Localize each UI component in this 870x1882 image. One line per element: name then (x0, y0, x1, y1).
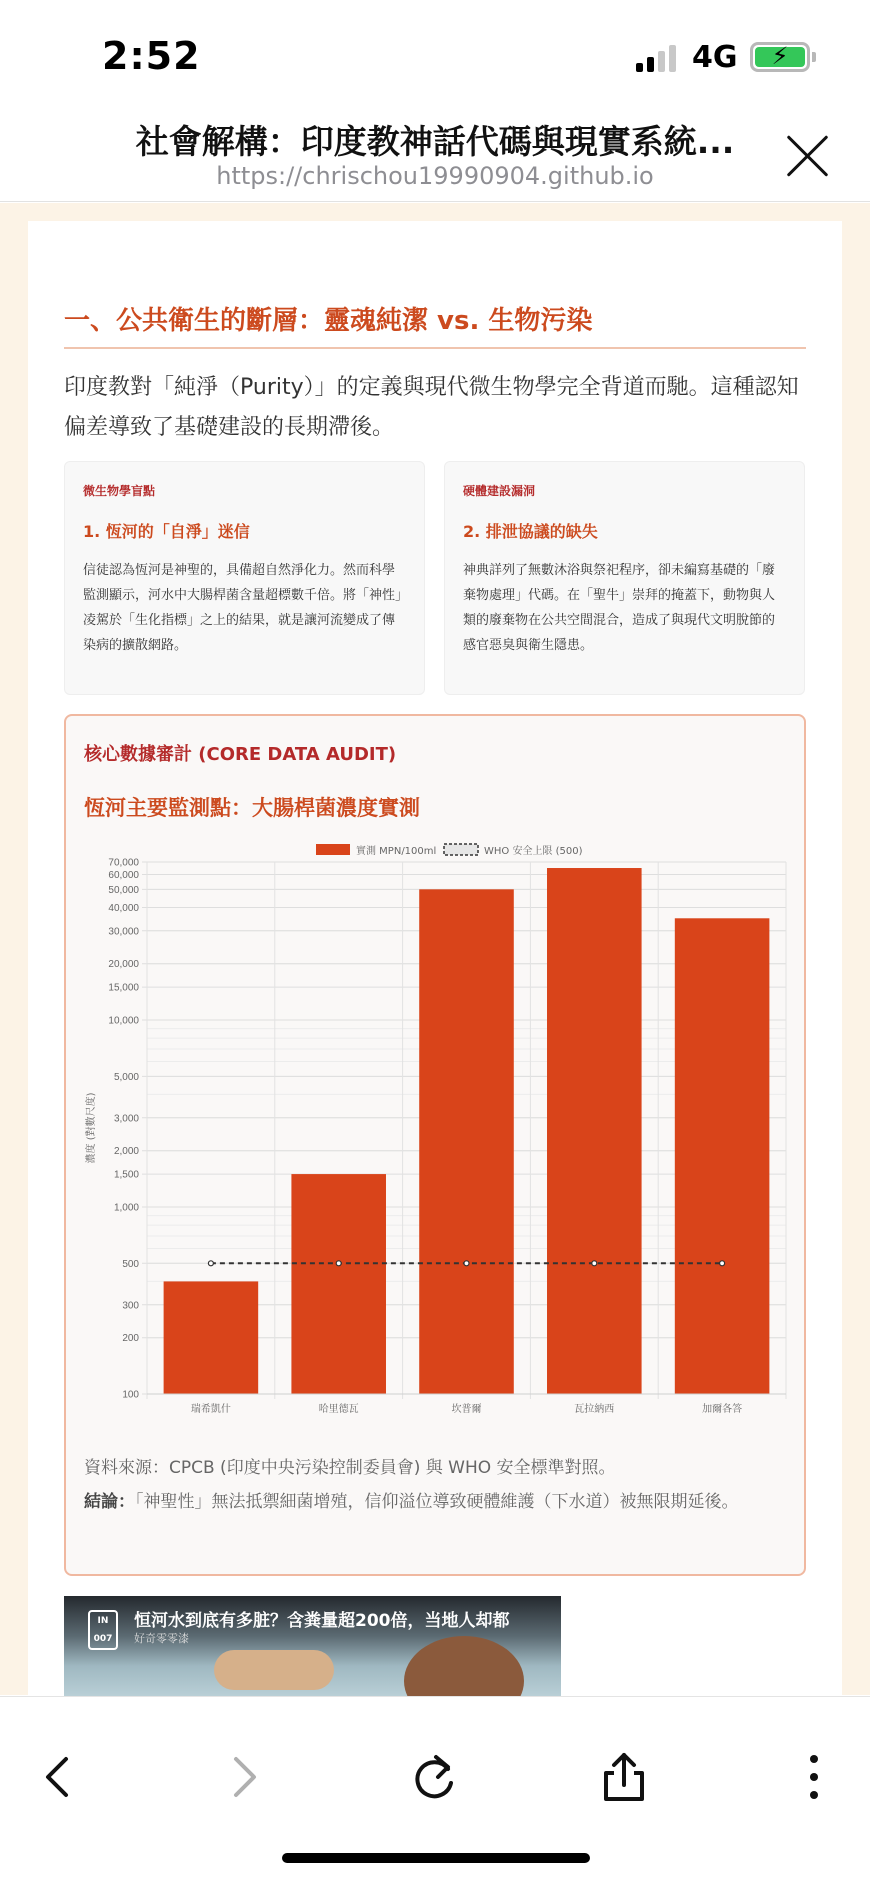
conclusion-label: 結論： (84, 1492, 135, 1512)
bar (291, 1174, 386, 1394)
legend-swatch-measured (316, 844, 350, 855)
who-limit-point (208, 1261, 213, 1266)
status-time: 2:52 (102, 34, 201, 78)
video-thumbnail[interactable] (64, 1596, 561, 1696)
core-data-audit-box (64, 714, 806, 1576)
bar (419, 889, 514, 1394)
data-source-note: 資料來源：CPCB (印度中央污染控制委員會) 與 WHO 安全標準對照。 (84, 1458, 616, 1478)
conclusion-text: 「神聖性」無法抵禦細菌增殖，信仰溢位導致硬體維護（下水道）被無限期延後。 (135, 1492, 739, 1512)
y-tick-label: 3,000 (113, 1113, 139, 1125)
legend-label-who: WHO 安全上限 (500) (484, 846, 583, 857)
y-tick-label: 50,000 (108, 884, 139, 896)
who-limit-point (464, 1261, 469, 1266)
y-tick-label: 100 (122, 1389, 139, 1401)
section-divider (64, 347, 806, 349)
y-tick-label: 10,000 (108, 1015, 139, 1027)
data-audit-kicker: 核心數據審計 (CORE DATA AUDIT) (84, 744, 397, 765)
y-tick-label: 500 (122, 1258, 139, 1270)
conclusion-note (84, 1486, 784, 1519)
reload-icon[interactable] (404, 1747, 464, 1807)
chevron-left-icon[interactable] (28, 1747, 88, 1807)
who-limit-point (592, 1261, 597, 1266)
y-tick-label: 1,500 (113, 1169, 139, 1181)
info-card-title: 1. 恆河的「自淨」迷信 (83, 522, 250, 541)
y-tick-label: 2,000 (113, 1146, 139, 1158)
y-tick-label: 20,000 (108, 959, 139, 971)
info-card-infrastructure (444, 461, 805, 695)
chevron-right-icon[interactable] (214, 1747, 274, 1807)
data-audit-title: 恆河主要監測點：大腸桿菌濃度實測 (84, 796, 420, 820)
info-card-microbiology (64, 461, 425, 695)
network-type: 4G (692, 40, 738, 75)
more-vertical-icon[interactable] (784, 1747, 844, 1807)
y-axis-label: 濃度 (對數尺度) (86, 1092, 97, 1164)
page-title: 社會解構：印度教神話代碼與現實系統... (135, 122, 735, 161)
y-tick-label: 70,000 (108, 857, 139, 869)
x-tick-label: 加爾各答 (702, 1404, 743, 1415)
y-tick-label: 60,000 (108, 870, 139, 882)
y-tick-label: 40,000 (108, 902, 139, 914)
y-tick-label: 1,000 (113, 1202, 139, 1214)
bar (164, 1281, 259, 1394)
info-card-body: 神典詳列了無數沐浴與祭祀程序，卻未編寫基礎的「廢棄物處理」代碼。在「聖牛」崇拜的掩蓋下，動物與人類的廢棄物在公共空間混合，造成了與現代文明脫節的感官惡臭與衛生隱患。 (463, 563, 776, 653)
info-card-body: 信徒認為恆河是神聖的，具備超自然淨化力。然而科學監測顯示，河水中大腸桿菌含量超標數千倍。將「神性」凌駕於「生化指標」之上的結果，就是讓河流變成了傳染病的擴散網路。 (83, 563, 402, 653)
info-card-kicker: 硬體建設漏洞 (463, 484, 536, 498)
signal-strength-icon (636, 44, 680, 72)
battery-cap (812, 52, 816, 62)
video-title: 恒河水到底有多脏？含粪量超200倍，当地人却都 (134, 1611, 510, 1631)
battery-charging-icon: ⚡ (750, 42, 810, 72)
video-channel: 好奇零零漆 (134, 1632, 189, 1645)
share-icon[interactable] (594, 1747, 654, 1807)
who-limit-point (336, 1261, 341, 1266)
home-indicator[interactable] (282, 1853, 590, 1863)
y-tick-label: 300 (122, 1300, 139, 1312)
x-tick-label: 哈里德瓦 (318, 1404, 359, 1415)
x-tick-label: 坎普爾 (451, 1404, 482, 1415)
legend-swatch-who (444, 844, 478, 855)
close-icon[interactable] (784, 132, 832, 180)
browser-header (0, 112, 870, 202)
browser-toolbar (0, 1696, 870, 1882)
y-tick-label: 30,000 (108, 926, 139, 938)
bar (675, 918, 770, 1394)
status-bar (0, 0, 870, 112)
y-tick-label: 200 (122, 1333, 139, 1345)
y-tick-label: 15,000 (108, 982, 139, 994)
info-card-kicker: 微生物學盲點 (83, 484, 156, 498)
x-tick-label: 瓦拉納西 (574, 1404, 615, 1415)
section-heading: 一、公共衛生的斷層：靈魂純潔 vs. 生物污染 (64, 306, 593, 336)
legend-label-measured: 實測 MPN/100ml (356, 846, 437, 857)
intro-paragraph: 印度教對「純淨（Purity）」的定義與現代微生物學完全背道而馳。這種認知偏差導致了基礎建設的長期滯後。 (64, 375, 799, 440)
y-tick-label: 5,000 (113, 1071, 139, 1083)
page-url[interactable]: https://chrischou19990904.github.io (216, 162, 654, 190)
x-tick-label: 瑞希凱什 (190, 1404, 231, 1415)
video-bottle (214, 1650, 334, 1690)
bar (547, 868, 642, 1394)
who-limit-point (720, 1261, 725, 1266)
info-card-title: 2. 排泄協議的缺失 (463, 522, 598, 541)
ecoli-concentration-chart (84, 840, 790, 1440)
channel-badge: IN 007 (88, 1610, 118, 1650)
